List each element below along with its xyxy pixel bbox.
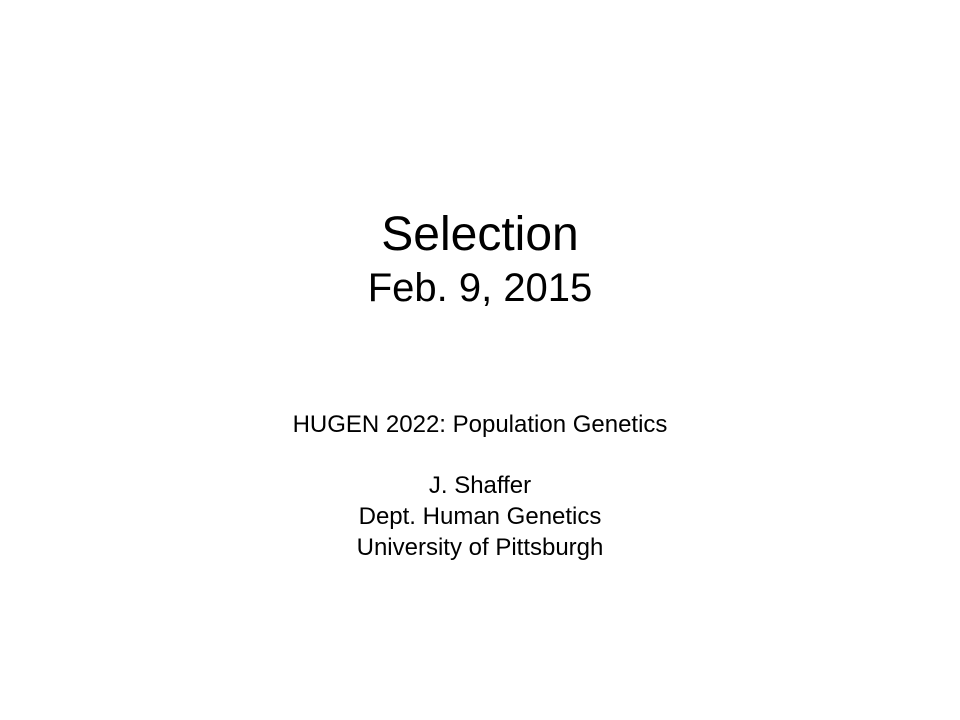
author-name: J. Shaffer [428,472,532,499]
title-block [0,206,960,312]
slide-title: Selection [381,208,579,261]
university-name: University of Pittsburgh [356,534,604,561]
department-name: Dept. Human Genetics [358,503,602,530]
spacer [0,440,960,470]
slide-date: Feb. 9, 2015 [367,266,593,310]
subtitle-block [0,410,960,563]
course-name: HUGEN 2022: Population Genetics [292,411,668,438]
